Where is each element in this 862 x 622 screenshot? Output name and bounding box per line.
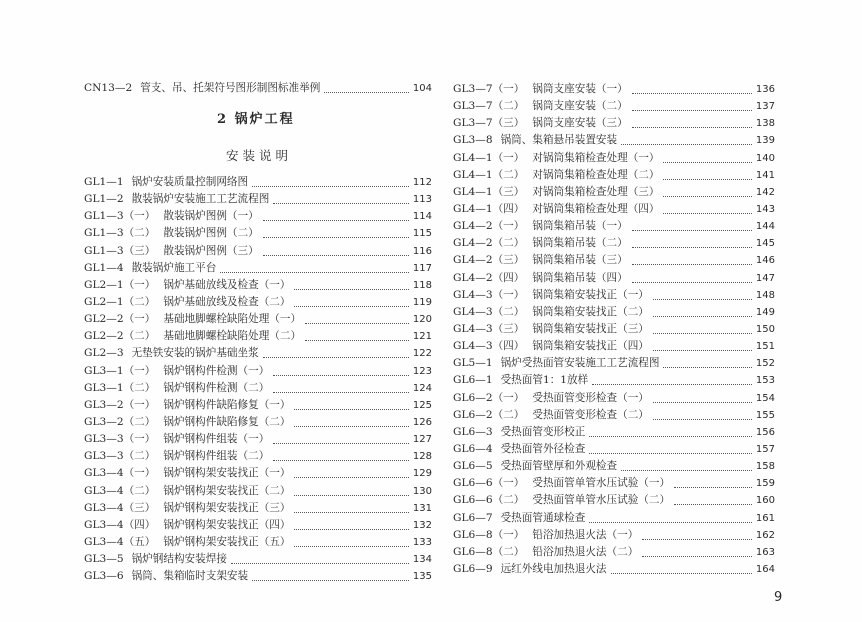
leader-dots (632, 83, 752, 94)
entry-code: GL4—3（四） (453, 340, 525, 353)
toc-entry (84, 258, 432, 275)
leader-dots (589, 426, 752, 437)
entry-code: GL4—1（二） (453, 168, 525, 181)
entry-title: 散装锅炉图例（一） (163, 210, 259, 223)
entry-code: GL3—5 (84, 553, 124, 566)
entry-page: 125 (412, 399, 432, 411)
entry-title: 锅筒、集箱悬吊装置安装 (500, 134, 618, 147)
entry-title: 管支、吊、托架符号图形制图标准举例 (140, 82, 321, 94)
entry-page: 117 (412, 262, 432, 274)
entry-code: GL2—3 (84, 347, 124, 360)
entry-code: GL2—2（二） (84, 330, 156, 343)
entry-title: 锅炉受热面管安装施工工艺流程图 (500, 357, 660, 370)
entry-title: 对锅筒集箱检查处理（一） (532, 151, 660, 164)
toc-entry (453, 113, 775, 130)
entry-title: 铅浴加热退火法（二） (532, 545, 639, 558)
entry-page: 121 (412, 331, 432, 343)
toc-entry (453, 182, 775, 199)
leader-dots (263, 210, 409, 221)
leader-dots (294, 467, 408, 478)
toc-entry (453, 422, 775, 439)
leader-dots (273, 193, 409, 204)
entry-code: GL1—4 (84, 261, 124, 274)
leader-dots (653, 392, 752, 403)
entry-title: 受热面管变形检查（一） (532, 391, 649, 404)
entry-code: GL3—2（一） (84, 398, 156, 411)
entry-title: 锅筒集箱吊装（四） (532, 271, 628, 284)
entry-code: GL4—2（四） (453, 271, 525, 284)
leader-dots (273, 450, 409, 461)
entry-page: 112 (412, 177, 432, 188)
entry-code: GL4—3（三） (453, 322, 525, 335)
entry-page: 132 (412, 519, 432, 531)
toc-entry (84, 481, 432, 498)
entry-title: 锅筒集箱安装找正（四） (532, 340, 649, 353)
toc-entry (453, 216, 775, 233)
entry-title: 对锅筒集箱检查处理（三） (532, 185, 660, 198)
entry-page: 156 (755, 426, 775, 438)
entry-page: 119 (412, 296, 432, 308)
entry-page: 157 (755, 443, 775, 455)
entry-code: GL1—3（一） (84, 210, 156, 223)
toc-entry (84, 498, 432, 515)
entry-page: 123 (412, 365, 432, 377)
entry-code: GL3—4（五） (84, 535, 156, 548)
leader-dots (294, 296, 408, 307)
leader-dots (632, 272, 752, 283)
leader-dots (252, 176, 409, 187)
leader-dots (663, 169, 751, 180)
toc-entry (84, 378, 432, 395)
toc-entry (453, 405, 775, 422)
leader-dots (305, 313, 409, 324)
leader-dots (642, 529, 752, 540)
entry-title: 锅筒集箱吊装（三） (532, 254, 628, 267)
entry-code: GL3—1（二） (84, 381, 156, 394)
leader-dots (263, 245, 409, 256)
entry-title: 锅炉钢构件检测（二） (163, 381, 270, 394)
entry-code: GL4—1（三） (453, 185, 525, 198)
toc-entry (453, 165, 775, 182)
entry-code: GL3—6 (84, 570, 124, 583)
toc-entry (84, 395, 432, 412)
leader-dots (294, 536, 408, 547)
toc-entry (453, 233, 775, 250)
subsection-title: 安装说明 (226, 148, 293, 163)
leader-dots (663, 203, 751, 214)
entry-page: 142 (755, 186, 775, 198)
toc-entry (84, 412, 432, 429)
leader-dots (231, 553, 409, 564)
entry-title: 基础地脚螺栓缺陷处理（二） (163, 330, 302, 343)
toc-entry (453, 199, 775, 216)
entry-code: GL3—4（三） (84, 501, 156, 514)
entry-code: GL5—1 (453, 357, 493, 370)
entry-code: GL6—1 (453, 374, 493, 387)
toc-entry (453, 79, 775, 96)
toc-entry (453, 456, 775, 473)
entry-code: GL4—2（三） (453, 254, 525, 267)
toc-entry (453, 336, 775, 353)
entry-code: GL6—8（一） (453, 528, 525, 541)
entry-page: 153 (755, 375, 775, 387)
entry-page: 116 (412, 245, 432, 257)
toc-entry (84, 361, 432, 378)
entry-code: GL4—1（四） (453, 202, 525, 215)
toc-entry (84, 223, 432, 240)
entry-page: 141 (755, 169, 775, 181)
leader-dots (663, 186, 751, 197)
entry-code: GL2—1（一） (84, 278, 156, 291)
leader-dots (273, 382, 409, 393)
entry-code: GL6—6（二） (453, 494, 525, 507)
entry-page: 127 (412, 434, 432, 446)
entry-page: 152 (755, 358, 775, 370)
leader-dots (663, 152, 751, 163)
entry-code: GL6—7 (453, 511, 493, 524)
toc-entry (453, 250, 775, 267)
entry-title: 锅筒支座安装（二） (532, 100, 628, 113)
entry-title: 受热面管1：1放样 (500, 374, 589, 387)
leader-dots (653, 409, 752, 420)
leader-dots (653, 340, 752, 351)
entry-code: GL3—7（一） (453, 83, 525, 95)
entry-page: 164 (755, 563, 775, 575)
entry-code: GL4—3（二） (453, 305, 525, 318)
entry-page: 155 (755, 409, 775, 421)
leader-dots (324, 82, 409, 93)
entry-title: 受热面管变形校正 (500, 425, 586, 438)
entry-code: GL4—1（一） (453, 151, 525, 164)
leader-dots (294, 416, 408, 427)
entry-page: 143 (755, 203, 775, 215)
entry-title: 锅炉钢构架安装找正（三） (163, 501, 291, 514)
entry-page: 124 (412, 382, 432, 394)
entry-code: GL4—3（一） (453, 288, 525, 301)
entry-title: 锅炉基础放线及检查（二） (163, 295, 291, 308)
entry-title: 受热面管单管水压试验（一） (532, 477, 671, 490)
leader-dots (263, 347, 409, 358)
entry-code: GL6—3 (453, 425, 493, 438)
entry-page: 159 (755, 478, 775, 490)
toc-entry (453, 490, 775, 507)
leader-dots (589, 443, 752, 454)
entry-title: 受热面管单管水压试验（二） (532, 494, 671, 507)
leader-dots (632, 237, 752, 248)
leader-dots (220, 262, 409, 273)
entry-title: 锅筒集箱安装找正（一） (532, 288, 649, 301)
entry-page: 136 (755, 84, 775, 95)
page-number: 9 (774, 590, 783, 605)
leader-dots (621, 134, 752, 145)
entry-title: 锅炉钢构件缺陷修复（一） (163, 398, 291, 411)
entry-title: 锅炉钢构架安装找正（五） (163, 535, 291, 548)
entry-code: CN13—2 (84, 82, 133, 94)
leader-dots (294, 279, 408, 290)
entry-page: 134 (412, 554, 432, 566)
entry-title: 锅筒集箱安装找正（三） (532, 322, 649, 335)
toc-entry (84, 326, 432, 343)
entry-page: 118 (412, 279, 432, 291)
entry-code: GL3—4（二） (84, 484, 156, 497)
entry-title: 受热面管变形检查（二） (532, 408, 649, 421)
leader-dots (663, 357, 751, 368)
leader-dots (632, 220, 752, 231)
entry-page: 122 (412, 348, 432, 360)
entry-page: 128 (412, 451, 432, 463)
toc-entry (453, 473, 775, 490)
entry-title: 远红外线电加热退火法 (500, 562, 607, 575)
leader-dots (632, 117, 752, 128)
leader-dots (653, 306, 752, 317)
entry-page: 126 (412, 416, 432, 428)
entry-title: 锅炉钢构架安装找正（一） (163, 467, 291, 480)
entry-code: GL3—8 (453, 134, 493, 147)
entry-title: 散装锅炉安装施工工艺流程图 (131, 193, 270, 206)
toc-entry (84, 429, 432, 446)
toc-entry (84, 189, 432, 206)
toc-entry (453, 302, 775, 319)
entry-page: 149 (755, 306, 775, 318)
toc-entry (453, 319, 775, 336)
entry-title: 受热面管外径检查 (500, 442, 586, 455)
entry-code: GL1—3（二） (84, 227, 156, 240)
entry-code: GL6—4 (453, 442, 493, 455)
leader-dots (273, 365, 409, 376)
entry-code: GL1—2 (84, 193, 124, 206)
leader-dots (273, 433, 409, 444)
entry-page: 146 (755, 255, 775, 267)
entry-page: 114 (412, 211, 432, 223)
entry-code: GL3—4（一） (84, 467, 156, 480)
entry-code: GL6—6（一） (453, 477, 525, 490)
entry-code: GL6—2（二） (453, 408, 525, 421)
entry-title: 对锅筒集箱检查处理（二） (532, 168, 660, 181)
entry-page: 133 (412, 536, 432, 548)
entry-title: 锅炉钢构件组装（一） (163, 433, 270, 446)
entry-code: GL6—2（一） (453, 391, 525, 404)
entry-title: 散装锅炉施工平台 (131, 261, 217, 274)
entry-page: 130 (412, 485, 432, 497)
entry-title: 铅浴加热退火法（一） (532, 528, 639, 541)
toc-entry (84, 172, 432, 189)
entry-title: 锅炉钢构架安装找正（二） (163, 484, 291, 497)
entry-title: 锅筒、集箱临时支架安装 (131, 570, 249, 583)
toc-entry (84, 446, 432, 463)
toc-entry (84, 532, 432, 549)
entry-page: 135 (412, 571, 432, 583)
entry-page: 163 (755, 546, 775, 558)
entry-code: GL6—8（二） (453, 545, 525, 558)
toc-entry (84, 309, 432, 326)
entry-page: 145 (755, 238, 775, 250)
entry-title: 散装锅炉图例（二） (163, 227, 259, 240)
toc-entry (453, 353, 775, 370)
entry-page: 113 (412, 194, 432, 206)
toc-entry (84, 343, 432, 360)
entry-title: 锅炉安装质量控制网络图 (131, 176, 249, 188)
entry-title: 锅筒集箱安装找正（二） (532, 305, 649, 318)
entry-code: GL3—4（四） (84, 518, 156, 531)
entry-title: 锅筒支座安装（一） (532, 83, 628, 95)
leader-dots (632, 254, 752, 265)
entry-title: 基础地脚螺栓缺陷处理（一） (163, 313, 302, 326)
toc-entry (84, 78, 432, 95)
leader-dots (263, 227, 409, 238)
leader-dots (252, 570, 409, 581)
leader-dots (632, 100, 752, 111)
entry-title: 锅炉钢构件组装（二） (163, 450, 270, 463)
leader-dots (621, 460, 752, 471)
entry-page: 140 (755, 152, 775, 164)
leader-dots (294, 502, 408, 513)
leader-dots (611, 563, 752, 574)
leader-dots (653, 323, 752, 334)
leader-dots (294, 519, 408, 530)
entry-code: GL3—3（二） (84, 450, 156, 463)
entry-page: 161 (755, 512, 775, 524)
toc-entry (453, 525, 775, 542)
entry-code: GL6—9 (453, 562, 493, 575)
leader-dots (674, 494, 752, 505)
toc-entry (453, 508, 775, 525)
entry-code: GL3—7（三） (453, 117, 525, 130)
entry-code: GL4—2（一） (453, 220, 525, 233)
toc-entry (84, 566, 432, 583)
entry-page: 138 (755, 118, 775, 130)
entry-page: 137 (755, 101, 775, 113)
entry-title: 锅筒集箱吊装（二） (532, 237, 628, 250)
entry-page: 160 (755, 495, 775, 507)
leader-dots (653, 289, 752, 300)
entry-page: 120 (412, 314, 432, 326)
entry-code: GL2—2（一） (84, 313, 156, 326)
toc-entry (84, 206, 432, 223)
toc-entry (84, 292, 432, 309)
entry-title: 散装锅炉图例（三） (163, 244, 259, 257)
leader-dots (294, 399, 408, 410)
entry-code: GL1—1 (84, 176, 124, 188)
entry-code: GL3—2（二） (84, 415, 156, 428)
toc-entry (453, 148, 775, 165)
toc-entry (453, 559, 775, 576)
entry-code: GL1—3（三） (84, 244, 156, 257)
entry-page: 144 (755, 221, 775, 233)
toc-entry (84, 463, 432, 480)
leader-dots (674, 477, 752, 488)
entry-code: GL4—2（二） (453, 237, 525, 250)
entry-title: 锅筒集箱吊装（一） (532, 220, 628, 233)
entry-page: 150 (755, 323, 775, 335)
entry-page: 131 (412, 502, 432, 514)
toc-entry (453, 370, 775, 387)
entry-code: GL3—1（一） (84, 364, 156, 377)
leader-dots (589, 512, 752, 523)
entry-title: 锅炉钢构件检测（一） (163, 364, 270, 377)
entry-page: 147 (755, 272, 775, 284)
section-title: 2 锅炉工程 (217, 112, 295, 127)
entry-title: 对锅筒集箱检查处理（四） (532, 202, 660, 215)
toc-entry (84, 241, 432, 258)
entry-title: 无垫铁安装的锅炉基础坐浆 (131, 347, 259, 360)
entry-title: 锅炉钢构件缺陷修复（二） (163, 415, 291, 428)
entry-title: 锅炉钢构架安装找正（四） (163, 518, 291, 531)
entry-title: 锅筒支座安装（三） (532, 117, 628, 130)
entry-page: 154 (755, 392, 775, 404)
toc-entry (453, 268, 775, 285)
entry-page: 148 (755, 289, 775, 301)
toc-entry (453, 388, 775, 405)
entry-page: 104 (412, 83, 432, 94)
entry-title: 锅炉基础放线及检查（一） (163, 278, 291, 291)
entry-page: 139 (755, 135, 775, 147)
toc-entry (453, 439, 775, 456)
entry-page: 151 (755, 341, 775, 353)
leader-dots (642, 546, 752, 557)
toc-entry (84, 515, 432, 532)
toc-entry (84, 275, 432, 292)
entry-code: GL3—7（二） (453, 100, 525, 113)
entry-page: 129 (412, 468, 432, 480)
entry-title: 受热面管通球检查 (500, 511, 586, 524)
entry-code: GL6—5 (453, 460, 493, 473)
entry-page: 115 (412, 228, 432, 240)
leader-dots (592, 374, 752, 385)
toc-entry (453, 285, 775, 302)
leader-dots (294, 485, 408, 496)
entry-title: 锅炉钢结构安装焊接 (131, 553, 227, 566)
entry-page: 162 (755, 529, 775, 541)
leader-dots (305, 330, 409, 341)
toc-entry (453, 130, 775, 147)
entry-page: 158 (755, 461, 775, 473)
entry-code: GL2—1（二） (84, 295, 156, 308)
toc-entry (453, 96, 775, 113)
toc-entry (84, 549, 432, 566)
entry-title: 受热面管壁厚和外观检查 (500, 460, 618, 473)
toc-entry (453, 542, 775, 559)
entry-code: GL3—3（一） (84, 433, 156, 446)
